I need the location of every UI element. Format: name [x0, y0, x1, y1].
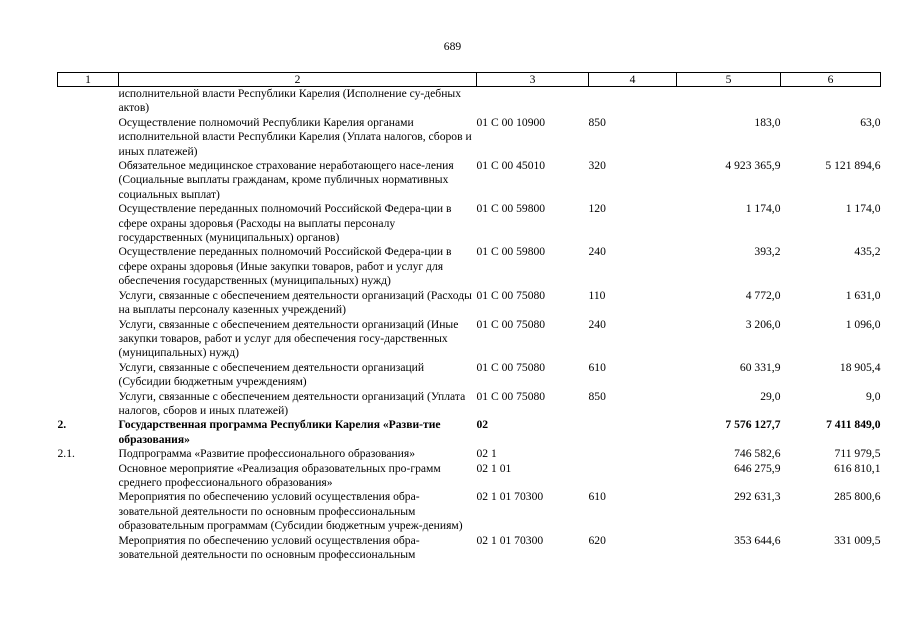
column-header-2: 2 [119, 73, 477, 87]
row-type-cell: 240 [588, 317, 606, 331]
row-code-cell: 01 С 00 59800 [476, 245, 546, 259]
row-type-cell: 240 [588, 245, 606, 259]
row-code-cell: 01 С 00 75080 [476, 288, 546, 302]
row-value-cell-6: 7 411 849,0 [826, 418, 881, 432]
row-name-cell: Мероприятия по обеспечению условий осуществления обра-зовательной деятельности по основным профессиональным образовательным программам (Субсидии бюджетным учреж-дениям) [118, 490, 463, 533]
row-code-cell: 02 1 01 70300 [476, 533, 544, 547]
row-name-cell: Осуществление полномочий Республики Карелия органами исполнительной власти Республики Карелия (Уплата налогов, сборов и иных платежей) [118, 115, 472, 158]
row-code-cell: 01 С 00 45010 [476, 159, 546, 173]
row-value-cell-6: 9,0 [866, 389, 881, 403]
row-type-cell: 110 [588, 288, 606, 302]
table-row [58, 447, 881, 461]
table-row [58, 318, 881, 361]
column-header-6: 6 [781, 73, 881, 87]
row-value-cell-6: 1 631,0 [845, 288, 881, 302]
row-type-cell: 620 [588, 533, 606, 547]
row-type-cell [589, 87, 677, 116]
row-value-cell-5: 4 772,0 [745, 288, 781, 302]
row-value-cell-5: 7 576 127,7 [725, 418, 781, 432]
table-row [58, 245, 881, 288]
table-body [58, 87, 881, 563]
row-name-cell: исполнительной власти Республики Карелия (Исполнение су-дебных актов) [118, 87, 462, 115]
table-row [58, 159, 881, 202]
row-value-cell-6: 5 121 894,6 [825, 159, 881, 173]
row-code-cell: 02 1 [476, 447, 497, 461]
table-row [58, 361, 881, 390]
table-row [58, 289, 881, 318]
row-value-cell-5: 292 631,3 [734, 490, 781, 504]
table-row [58, 418, 881, 447]
row-number-cell [58, 159, 119, 202]
row-value-cell-5: 29,0 [760, 389, 781, 403]
row-number-cell [58, 289, 119, 318]
row-type-cell [589, 447, 677, 461]
row-number-cell: 2. [57, 418, 67, 432]
row-name-cell: Услуги, связанные с обеспечением деятельности организаций (Субсидии бюджетным учреждениям) [118, 360, 425, 389]
row-number-cell [58, 245, 119, 288]
row-value-cell-6: 711 979,5 [834, 447, 881, 461]
table-row [58, 116, 881, 159]
row-value-cell-6: 331 009,5 [834, 533, 881, 547]
row-code-cell: 01 С 00 75080 [476, 360, 546, 374]
row-value-cell-6: 285 800,6 [834, 490, 881, 504]
row-name-cell: Услуги, связанные с обеспечением деятельности организаций (Расходы на выплаты персоналу казенных учреждений) [118, 288, 472, 317]
row-value-cell-6: 435,2 [854, 245, 881, 259]
column-header-5: 5 [677, 73, 781, 87]
table-row [58, 534, 881, 563]
row-name-cell: Услуги, связанные с обеспечением деятельности организаций (Уплата налогов, сборов и иных платежей) [118, 389, 466, 417]
row-name-cell: Подпрограмма «Развитие профессионального образования» [118, 447, 416, 461]
row-value-cell-6: 616 810,1 [834, 461, 881, 475]
row-name-cell: Услуги, связанные с обеспечением деятельности организаций (Иные закупки товаров, работ и услуг для обеспечения госу-дарственных (муниципальных) нужд) [118, 317, 459, 360]
row-type-cell: 610 [588, 360, 606, 374]
row-value-cell-6: 1 096,0 [845, 317, 881, 331]
row-value-cell-5: 3 206,0 [745, 317, 781, 331]
table-row [58, 462, 881, 491]
row-number-cell [58, 534, 119, 563]
row-code-cell [477, 87, 589, 116]
row-code-cell: 01 С 00 75080 [476, 317, 546, 331]
row-value-cell-5: 4 923 365,9 [725, 159, 781, 173]
row-code-cell: 02 [476, 418, 489, 432]
row-name-cell: Мероприятия по обеспечению условий осуществления обра-зовательной деятельности по основным профессиональным [118, 533, 420, 561]
row-code-cell: 01 С 00 75080 [476, 389, 546, 403]
row-number-cell [58, 390, 119, 419]
column-header-4: 4 [589, 73, 677, 87]
row-number-cell [58, 202, 119, 245]
row-value-cell-5: 746 582,6 [734, 447, 781, 461]
row-value-cell-5 [677, 87, 781, 116]
row-type-cell [589, 418, 677, 447]
table-row [58, 390, 881, 419]
row-name-cell: Обязательное медицинское страхование неработающего насе-ления (Социальные выплаты гражданам, кроме публичных нормативных социальных выплат) [118, 159, 454, 201]
row-type-cell: 850 [588, 115, 606, 129]
page-number: 689 [443, 40, 462, 53]
row-code-cell: 02 1 01 [476, 461, 512, 475]
table-row [58, 202, 881, 245]
row-type-cell [589, 462, 677, 491]
row-code-cell: 02 1 01 70300 [476, 490, 544, 504]
row-value-cell-5: 646 275,9 [734, 461, 781, 475]
row-number-cell: 2.1. [57, 447, 75, 461]
row-value-cell-6 [781, 87, 881, 116]
row-number-cell [58, 116, 119, 159]
row-number-cell [58, 87, 119, 116]
row-code-cell: 01 С 00 59800 [476, 202, 546, 216]
row-value-cell-5: 60 331,9 [739, 360, 781, 374]
table-row [58, 490, 881, 533]
row-type-cell: 320 [588, 159, 606, 173]
row-name-cell: Государственная программа Республики Карелия «Разви-тие образования» [118, 418, 441, 446]
column-header-3: 3 [477, 73, 589, 87]
row-number-cell [58, 490, 119, 533]
row-value-cell-5: 183,0 [754, 115, 781, 129]
row-number-cell [58, 318, 119, 361]
row-number-cell [58, 462, 119, 491]
row-type-cell: 610 [588, 490, 606, 504]
row-type-cell: 120 [588, 202, 606, 216]
row-value-cell-5: 353 644,6 [734, 533, 781, 547]
row-value-cell-6: 18 905,4 [839, 360, 881, 374]
row-value-cell-6: 1 174,0 [845, 202, 881, 216]
row-value-cell-5: 1 174,0 [745, 202, 781, 216]
row-code-cell: 01 С 00 10900 [476, 115, 546, 129]
row-value-cell-5: 393,2 [754, 245, 781, 259]
table-row [58, 87, 881, 116]
table-header-row [58, 73, 881, 87]
row-name-cell: Основное мероприятие «Реализация образовательных про-грамм среднего профессионального образования» [118, 461, 441, 489]
row-value-cell-6: 63,0 [860, 115, 881, 129]
row-type-cell: 850 [588, 389, 606, 403]
row-number-cell [58, 361, 119, 390]
budget-table [57, 72, 881, 562]
column-header-1: 1 [58, 73, 119, 87]
row-name-cell: Осуществление переданных полномочий Российской Федера-ции в сфере охраны здоровья (Расходы на выплаты персоналу государственных (муниципальных) органов) [118, 202, 452, 245]
row-name-cell: Осуществление переданных полномочий Российской Федера-ции в сфере охраны здоровья (Иные закупки товаров, работ и услуг для обеспечения государственных (муниципальных) нужд) [118, 245, 452, 288]
